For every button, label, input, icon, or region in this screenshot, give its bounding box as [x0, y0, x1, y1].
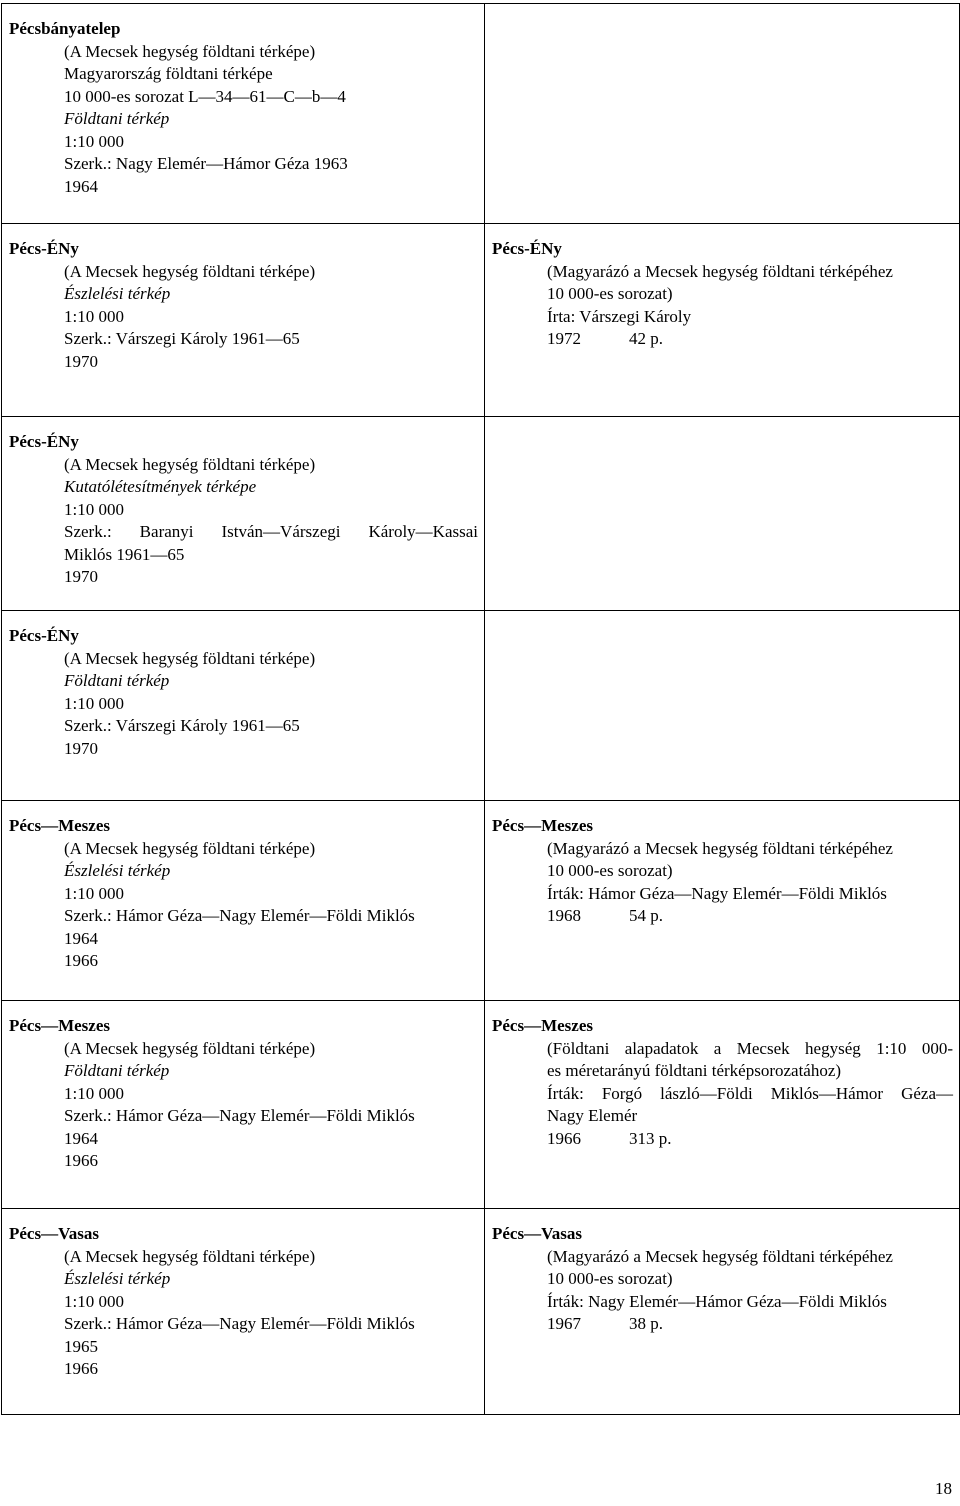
entry-line: Nagy Elemér [547, 1106, 638, 1125]
entry-line: Miklós 1961—65 [64, 544, 185, 564]
entry-line: 10 000-es sorozat) [547, 861, 673, 880]
entry-line: 10 000-es sorozat) [547, 284, 673, 303]
entry-line: 1:10 000 [64, 499, 124, 519]
page-count: 54 p. [629, 906, 663, 925]
entry-line: 1964 [64, 1128, 98, 1148]
entry-line: Szerk.: Baranyi István—Várszegi Károly—Kassai [64, 522, 478, 541]
entry-line: Magyarország földtani térképe [64, 64, 273, 83]
entry-title: Pécs-ÉNy [9, 626, 79, 645]
entry-line: 1:10 000 [64, 883, 124, 903]
entry-line: (A Mecsek hegység földtani térképe) [64, 838, 316, 858]
entry-title: Pécs—Meszes [492, 1016, 594, 1035]
entry-line: 1966 [64, 1359, 98, 1378]
entry-line: 1:10 000 [64, 693, 124, 713]
entry-line: 10 000-es sorozat L—34—61—C—b—4 [64, 86, 346, 106]
entry-line: (Magyarázó a Mecsek hegység földtani térképéhez [547, 1246, 893, 1266]
map-entry-cell [2, 417, 485, 611]
explanation-entry-cell [485, 224, 960, 417]
entry-line: Írták: Forgó lászló—Földi Miklós—Hámor Géza— [547, 1083, 953, 1103]
catalog-row [2, 4, 960, 224]
publication-line [492, 905, 953, 928]
page-count: 42 p. [629, 329, 663, 348]
entry-line: Szerk.: Várszegi Károly 1961—65 [64, 329, 300, 348]
explanation-entry-cell [485, 1209, 960, 1415]
explanation-entry-cell [485, 611, 960, 801]
entry-line: Írta: Várszegi Károly [547, 306, 692, 326]
map-entry-cell [2, 1209, 485, 1415]
entry-title: Pécs—Vasas [492, 1224, 583, 1243]
entry-line: 1:10 000 [64, 1083, 124, 1103]
catalog-table [1, 3, 960, 1415]
entry-line: es méretarányú földtani térképsorozatához) [547, 1061, 842, 1080]
entry-title: Pécs-ÉNy [9, 239, 79, 258]
map-entry-cell [2, 4, 485, 224]
entry-line: 1965 [64, 1336, 98, 1356]
publication-year: 1966 [547, 1128, 581, 1148]
entry-line: (A Mecsek hegység földtani térképe) [64, 648, 316, 668]
explanation-entry-cell [485, 801, 960, 1001]
entry-title: Pécs-ÉNy [9, 432, 79, 451]
entry-title: Pécs-ÉNy [492, 239, 562, 258]
entry-line: (Magyarázó a Mecsek hegység földtani térképéhez [547, 261, 893, 281]
entry-line: Szerk.: Nagy Elemér—Hámor Géza 1963 [64, 154, 348, 173]
map-entry-cell [2, 611, 485, 801]
map-entry-cell [2, 1001, 485, 1209]
catalog-row [2, 1001, 960, 1209]
map-type: Kutatólétesítmények térképe [64, 477, 257, 496]
entry-line: 1970 [64, 351, 98, 371]
catalog-row [2, 801, 960, 1001]
entry-line: 1964 [64, 176, 98, 196]
page-count: 38 p. [629, 1314, 663, 1333]
entry-line: 10 000-es sorozat) [547, 1269, 673, 1288]
publication-line [492, 1313, 953, 1336]
entry-line: 1966 [64, 1151, 98, 1170]
catalog-row [2, 611, 960, 801]
explanation-entry-cell [485, 4, 960, 224]
entry-line: Írták: Nagy Elemér—Hámor Géza—Földi Miklós [547, 1291, 887, 1311]
entry-line: (A Mecsek hegység földtani térképe) [64, 1038, 316, 1058]
map-type: Észlelési térkép [64, 861, 171, 880]
map-type: Földtani térkép [64, 109, 170, 128]
map-type: Észlelési térkép [64, 1269, 171, 1288]
entry-title: Pécs—Vasas [9, 1224, 100, 1243]
page-number: 18 [935, 1479, 952, 1498]
entry-line: (Magyarázó a Mecsek hegység földtani térképéhez [547, 838, 893, 858]
publication-year: 1967 [547, 1314, 581, 1333]
entry-line: (A Mecsek hegység földtani térképe) [64, 261, 316, 281]
entry-title: Pécs—Meszes [9, 816, 111, 835]
publication-line [492, 328, 953, 351]
explanation-entry-cell [485, 1001, 960, 1209]
entry-line: (A Mecsek hegység földtani térképe) [64, 454, 316, 474]
entry-line: (A Mecsek hegység földtani térképe) [64, 1246, 316, 1266]
publication-year: 1968 [547, 906, 581, 925]
map-entry-cell [2, 224, 485, 417]
entry-line: Szerk.: Hámor Géza—Nagy Elemér—Földi Miklós [64, 1106, 415, 1125]
catalog-row [2, 1209, 960, 1415]
catalog-body [2, 4, 960, 1415]
entry-line: 1964 [64, 928, 98, 948]
entry-line: Írták: Hámor Géza—Nagy Elemér—Földi Miklós [547, 883, 887, 903]
entry-line: 1:10 000 [64, 1291, 124, 1311]
explanation-entry-cell [485, 417, 960, 611]
entry-line: 1970 [64, 567, 98, 586]
entry-title: Pécs—Meszes [9, 1016, 111, 1035]
entry-line: 1:10 000 [64, 131, 124, 151]
map-type: Földtani térkép [64, 671, 170, 690]
map-type: Földtani térkép [64, 1061, 170, 1080]
entry-line: (Földtani alapadatok a Mecsek hegység 1:10 000- [547, 1038, 953, 1058]
entry-line: 1:10 000 [64, 306, 124, 326]
entry-line: Szerk.: Várszegi Károly 1961—65 [64, 716, 300, 735]
entry-line: 1966 [64, 951, 98, 970]
map-entry-cell [2, 801, 485, 1001]
publication-line [492, 1128, 953, 1151]
entry-line: (A Mecsek hegység földtani térképe) [64, 41, 316, 61]
catalog-row [2, 224, 960, 417]
page-count: 313 p. [629, 1128, 672, 1148]
entry-title: Pécs—Meszes [492, 816, 594, 835]
map-type: Észlelési térkép [64, 284, 171, 303]
catalog-row [2, 417, 960, 611]
entry-line: 1970 [64, 738, 98, 758]
entry-title: Pécsbányatelep [9, 19, 121, 38]
entry-line: Szerk.: Hámor Géza—Nagy Elemér—Földi Miklós [64, 906, 415, 925]
entry-line: Szerk.: Hámor Géza—Nagy Elemér—Földi Miklós [64, 1314, 415, 1333]
publication-year: 1972 [547, 329, 581, 348]
